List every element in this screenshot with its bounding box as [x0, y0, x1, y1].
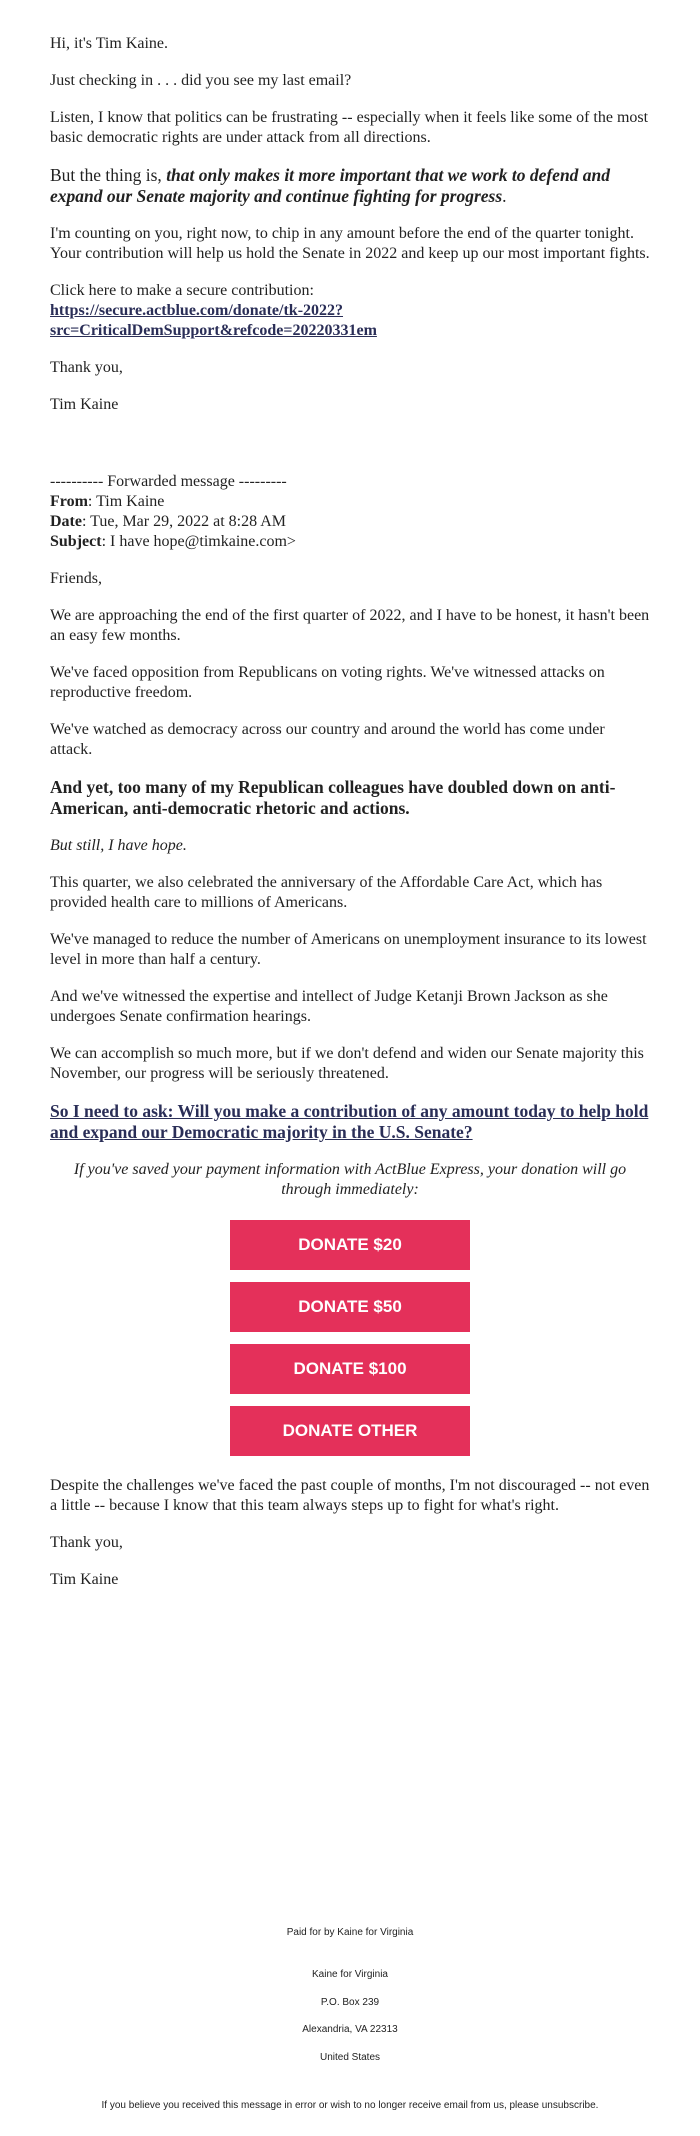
signature: Tim Kaine — [50, 396, 119, 413]
ask-paragraph — [50, 1101, 650, 1143]
actblue-link-line1: https://secure.actblue.com/donate/tk-2022? — [50, 302, 344, 319]
email-body — [50, 0, 650, 1590]
from-label: From — [50, 493, 88, 510]
contribution-paragraph — [50, 281, 650, 341]
approaching-paragraph: We are approaching the end of the first quarter of 2022, and I have to be honest, it hasn't been an easy few months. — [50, 607, 650, 644]
accomplish-paragraph: We can accomplish so much more, but if we don't defend and widen our Senate majority this November, our progress will be seriously threatened. — [50, 1045, 644, 1082]
donate-other-button[interactable]: DONATE OTHER — [230, 1406, 470, 1456]
closing-signature: Tim Kaine — [50, 1571, 119, 1588]
subject-value: : I have hope@timkaine.com> — [101, 533, 296, 550]
footer-po-box: P.O. Box 239 — [320, 1997, 380, 2008]
unemployment-paragraph: We've managed to reduce the number of Americans on unemployment insurance to its lowest level in more than half a century. — [50, 931, 647, 968]
ask-link[interactable]: So I need to ask: Will you make a contribution of any amount today to help hold and expand our Democratic majority in the U.S. Senate? — [50, 1101, 649, 1142]
jackson-paragraph: And we've witnessed the expertise and intellect of Judge Ketanji Brown Jackson as she undergoes Senate confirmation hearings. — [50, 988, 608, 1025]
closing-thanks: Thank you, — [50, 1534, 123, 1551]
thanks-text: Thank you, — [50, 359, 123, 376]
aca-paragraph: This quarter, we also celebrated the anniversary of the Affordable Care Act, which has provided health care to millions of Americans. — [50, 874, 603, 911]
opposition-paragraph: We've faced opposition from Republicans on voting rights. We've witnessed attacks on reproductive freedom. — [50, 664, 605, 701]
subject-label: Subject — [50, 533, 102, 550]
emphasis-lead: But the thing is, — [50, 165, 167, 185]
subject-line — [50, 532, 650, 552]
donate-100-button[interactable]: DONATE $100 — [230, 1344, 470, 1394]
salutation: Friends, — [50, 570, 102, 587]
from-value: : Tim Kaine — [87, 493, 165, 510]
footer-country: United States — [319, 2052, 381, 2063]
date-label: Date — [50, 513, 82, 530]
and-yet-paragraph: And yet, too many of my Republican colleagues have doubled down on anti-American, anti-democratic rhetoric and actions. — [50, 777, 616, 818]
express-note: If you've saved your payment information with ActBlue Express, your donation will go through immediately: — [73, 1161, 627, 1198]
emphasis-paragraph — [50, 165, 650, 207]
footer-org: Kaine for Virginia — [312, 1969, 388, 1980]
actblue-link[interactable] — [50, 302, 377, 339]
date-value: : Tue, Mar 29, 2022 at 8:28 AM — [81, 513, 286, 530]
paid-for-disclaimer: Paid for by Kaine for Virginia — [286, 1927, 414, 1938]
counting-paragraph: I'm counting on you, right now, to chip in any amount before the end of the quarter tonight. Your contribution will help us hold the Senate in 2022 and keep up our most important fights. — [50, 225, 650, 262]
emphasis-end: . — [502, 186, 507, 206]
forwarded-divider: ---------- Forwarded message --------- — [50, 473, 287, 490]
footer-city: Alexandria, VA 22313 — [302, 2024, 398, 2035]
checking-in: Just checking in . . . did you see my last email? — [50, 72, 352, 89]
watched-paragraph: We've watched as democracy across our country and around the world has come under attack. — [50, 721, 605, 758]
listen-paragraph: Listen, I know that politics can be frustrating -- especially when it feels like some of the most basic democratic rights are under attack from all directions. — [50, 109, 649, 146]
click-here-text: Click here to make a secure contribution: — [50, 282, 314, 299]
emphasis-text: that only makes it more important that we work to defend and expand our Senate majority and continue fighting for progress — [50, 165, 611, 206]
from-line — [50, 492, 650, 512]
unsubscribe-notice[interactable]: If you believe you received this message in error or wish to no longer receive email from us, please unsubscribe. — [101, 2100, 599, 2111]
still-hope-paragraph: But still, I have hope. — [50, 837, 187, 854]
forwarded-header — [50, 472, 650, 552]
actblue-link-line2: src=CriticalDemSupport&refcode=20220331em — [50, 322, 377, 339]
despite-paragraph: Despite the challenges we've faced the past couple of months, I'm not discouraged -- not even a little -- because I know that this team always steps up to fight for what's right. — [50, 1477, 650, 1514]
donate-20-button[interactable]: DONATE $20 — [230, 1220, 470, 1270]
donate-50-button[interactable]: DONATE $50 — [230, 1282, 470, 1332]
greeting: Hi, it's Tim Kaine. — [50, 35, 169, 52]
date-line — [50, 512, 650, 532]
